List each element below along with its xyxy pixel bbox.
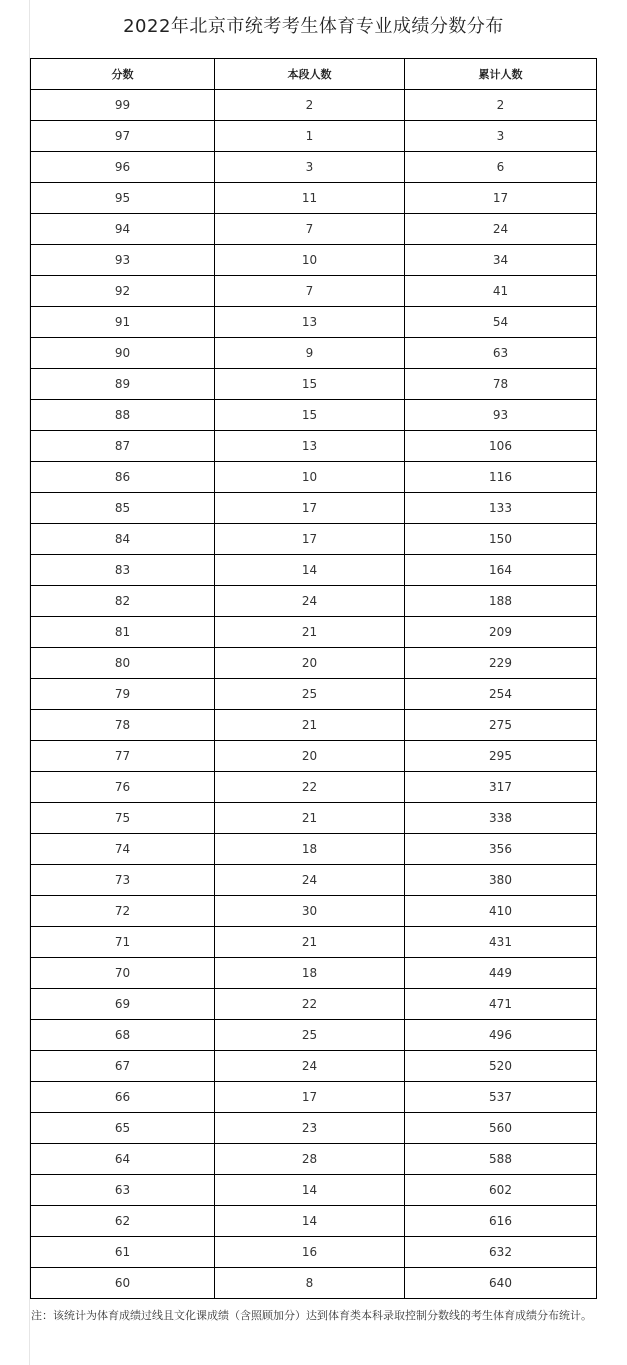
table-row [31,400,597,431]
cell-score: 92 [31,276,215,307]
cell-segment-count: 21 [215,927,405,958]
cell-segment-count: 24 [215,865,405,896]
cell-cumulative-count: 78 [405,369,597,400]
cell-cumulative-count: 3 [405,121,597,152]
cell-cumulative-count: 34 [405,245,597,276]
cell-cumulative-count: 496 [405,1020,597,1051]
table-row [31,1051,597,1082]
cell-score: 61 [31,1237,215,1268]
table-row [31,648,597,679]
table-row [31,1237,597,1268]
cell-score: 81 [31,617,215,648]
cell-score: 67 [31,1051,215,1082]
table-row [31,741,597,772]
cell-segment-count: 13 [215,431,405,462]
table-row [31,245,597,276]
table-row [31,1268,597,1299]
table-row [31,555,597,586]
cell-segment-count: 2 [215,90,405,121]
cell-score: 79 [31,679,215,710]
cell-score: 76 [31,772,215,803]
cell-score: 69 [31,989,215,1020]
table-row [31,214,597,245]
table-row [31,1113,597,1144]
score-distribution-table [30,58,597,1299]
cell-cumulative-count: 410 [405,896,597,927]
table-row [31,431,597,462]
cell-score: 83 [31,555,215,586]
cell-cumulative-count: 229 [405,648,597,679]
table-row [31,896,597,927]
cell-cumulative-count: 17 [405,183,597,214]
table-row [31,865,597,896]
cell-segment-count: 17 [215,524,405,555]
cell-score: 86 [31,462,215,493]
cell-segment-count: 7 [215,276,405,307]
cell-segment-count: 14 [215,1175,405,1206]
cell-cumulative-count: 24 [405,214,597,245]
cell-cumulative-count: 471 [405,989,597,1020]
cell-segment-count: 30 [215,896,405,927]
cell-segment-count: 15 [215,400,405,431]
table-header-row [31,59,597,90]
cell-segment-count: 23 [215,1113,405,1144]
table-row [31,307,597,338]
cell-segment-count: 20 [215,741,405,772]
cell-cumulative-count: 54 [405,307,597,338]
table-body [31,90,597,1299]
cell-score: 89 [31,369,215,400]
cell-cumulative-count: 164 [405,555,597,586]
cell-score: 91 [31,307,215,338]
cell-cumulative-count: 209 [405,617,597,648]
cell-segment-count: 20 [215,648,405,679]
cell-segment-count: 24 [215,1051,405,1082]
cell-segment-count: 8 [215,1268,405,1299]
cell-score: 96 [31,152,215,183]
cell-score: 73 [31,865,215,896]
table-row [31,803,597,834]
cell-segment-count: 24 [215,586,405,617]
cell-cumulative-count: 93 [405,400,597,431]
cell-segment-count: 17 [215,1082,405,1113]
table-row [31,1144,597,1175]
table-row [31,1206,597,1237]
cell-segment-count: 14 [215,555,405,586]
cell-score: 93 [31,245,215,276]
column-header-cumulative-count: 累计人数 [405,59,597,90]
cell-segment-count: 13 [215,307,405,338]
cell-segment-count: 22 [215,772,405,803]
cell-segment-count: 1 [215,121,405,152]
table-row [31,462,597,493]
cell-segment-count: 21 [215,617,405,648]
cell-score: 70 [31,958,215,989]
cell-score: 85 [31,493,215,524]
cell-score: 60 [31,1268,215,1299]
table-row [31,493,597,524]
cell-cumulative-count: 295 [405,741,597,772]
cell-cumulative-count: 317 [405,772,597,803]
table-row [31,1082,597,1113]
cell-cumulative-count: 449 [405,958,597,989]
table-row [31,679,597,710]
table-row [31,710,597,741]
cell-segment-count: 16 [215,1237,405,1268]
cell-score: 64 [31,1144,215,1175]
cell-score: 87 [31,431,215,462]
cell-cumulative-count: 275 [405,710,597,741]
cell-segment-count: 22 [215,989,405,1020]
cell-cumulative-count: 632 [405,1237,597,1268]
cell-cumulative-count: 6 [405,152,597,183]
table-row [31,1175,597,1206]
cell-cumulative-count: 150 [405,524,597,555]
cell-cumulative-count: 602 [405,1175,597,1206]
cell-cumulative-count: 41 [405,276,597,307]
table-row [31,369,597,400]
cell-segment-count: 11 [215,183,405,214]
cell-cumulative-count: 254 [405,679,597,710]
cell-cumulative-count: 560 [405,1113,597,1144]
column-header-segment-count: 本段人数 [215,59,405,90]
cell-score: 74 [31,834,215,865]
page-title: 2022年北京市统考考生体育专业成绩分数分布 [123,16,504,37]
cell-cumulative-count: 520 [405,1051,597,1082]
cell-segment-count: 18 [215,958,405,989]
table-row [31,772,597,803]
cell-score: 99 [31,90,215,121]
table-row [31,183,597,214]
cell-cumulative-count: 616 [405,1206,597,1237]
cell-segment-count: 28 [215,1144,405,1175]
cell-score: 77 [31,741,215,772]
cell-cumulative-count: 116 [405,462,597,493]
cell-segment-count: 7 [215,214,405,245]
cell-segment-count: 18 [215,834,405,865]
cell-score: 80 [31,648,215,679]
cell-score: 90 [31,338,215,369]
table-row [31,958,597,989]
cell-cumulative-count: 380 [405,865,597,896]
table-row [31,1020,597,1051]
cell-segment-count: 25 [215,679,405,710]
table-row [31,927,597,958]
table-row [31,121,597,152]
cell-segment-count: 3 [215,152,405,183]
table-row [31,989,597,1020]
cell-segment-count: 17 [215,493,405,524]
cell-score: 88 [31,400,215,431]
cell-segment-count: 10 [215,462,405,493]
cell-cumulative-count: 588 [405,1144,597,1175]
cell-score: 75 [31,803,215,834]
column-header-score: 分数 [31,59,215,90]
cell-score: 68 [31,1020,215,1051]
cell-cumulative-count: 2 [405,90,597,121]
table-row [31,338,597,369]
cell-cumulative-count: 537 [405,1082,597,1113]
table-row [31,276,597,307]
cell-cumulative-count: 188 [405,586,597,617]
cell-cumulative-count: 356 [405,834,597,865]
table-row [31,90,597,121]
cell-cumulative-count: 133 [405,493,597,524]
cell-score: 97 [31,121,215,152]
cell-score: 84 [31,524,215,555]
table-row [31,617,597,648]
table-row [31,834,597,865]
cell-score: 71 [31,927,215,958]
cell-segment-count: 25 [215,1020,405,1051]
table-row [31,152,597,183]
cell-score: 94 [31,214,215,245]
cell-cumulative-count: 431 [405,927,597,958]
cell-segment-count: 15 [215,369,405,400]
cell-cumulative-count: 338 [405,803,597,834]
cell-segment-count: 14 [215,1206,405,1237]
cell-cumulative-count: 106 [405,431,597,462]
cell-score: 62 [31,1206,215,1237]
cell-cumulative-count: 640 [405,1268,597,1299]
cell-score: 78 [31,710,215,741]
cell-segment-count: 10 [215,245,405,276]
table-row [31,524,597,555]
cell-segment-count: 21 [215,803,405,834]
cell-cumulative-count: 63 [405,338,597,369]
cell-score: 72 [31,896,215,927]
cell-segment-count: 21 [215,710,405,741]
cell-score: 66 [31,1082,215,1113]
cell-score: 63 [31,1175,215,1206]
footnote: 注：该统计为体育成绩过线且文化课成绩（含照顾加分）达到体育类本科录取控制分数线的考生体育成绩分布统计。 [31,1309,592,1322]
cell-score: 65 [31,1113,215,1144]
cell-segment-count: 9 [215,338,405,369]
cell-score: 82 [31,586,215,617]
table-row [31,586,597,617]
cell-score: 95 [31,183,215,214]
